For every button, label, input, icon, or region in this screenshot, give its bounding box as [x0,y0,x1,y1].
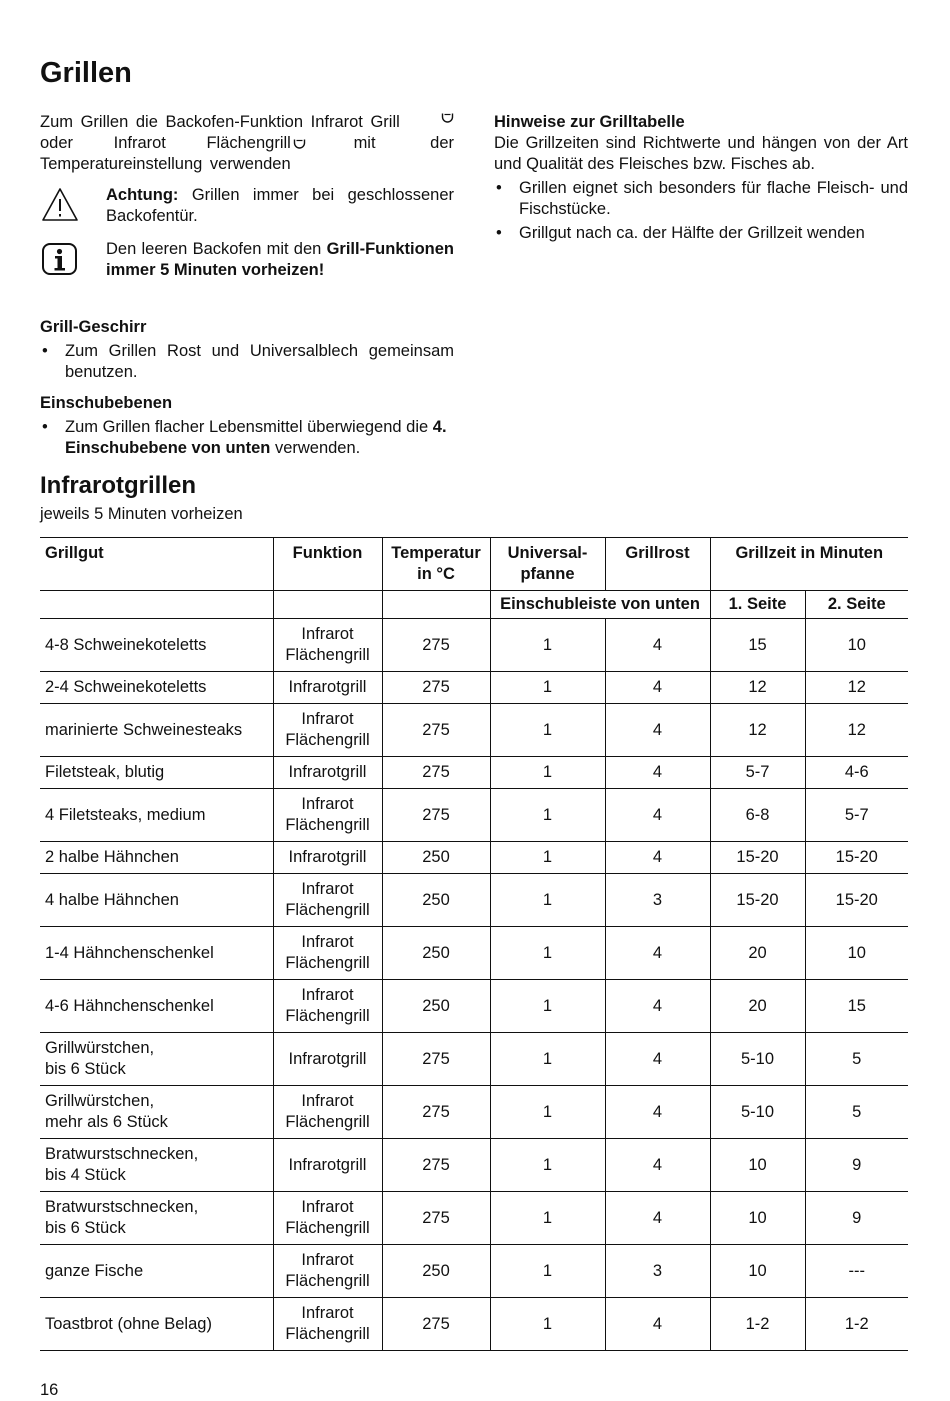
cell-grillrost [605,704,710,757]
cell-seite1-text: 20 [748,943,767,962]
cell-grillgut-text: 4 halbe Hähnchen [45,890,179,909]
cell-seite1-text: 5-10 [740,1049,775,1068]
cell-funktion-text: Flächengrill [285,646,370,664]
cell-funktion-text: Infrarot [301,1092,354,1110]
cell-temperatur [382,704,490,757]
table-header-row [40,538,908,591]
cell-grillgut [40,1298,273,1351]
cell-grillgut-text: Bratwurstschnecken, [45,1198,199,1216]
hinweise-list [494,178,908,244]
cell-universalpfanne-text: 1 [542,848,553,866]
cell-seite2 [805,757,908,789]
cell-seite2-text: 9 [852,1208,862,1227]
table-row [40,842,908,874]
cell-seite1-text: 10 [748,1261,767,1280]
cell-seite1-text: 12 [748,678,767,696]
cell-grillrost [605,672,710,704]
header-temperatur-1: Temperatur [391,544,481,562]
cell-temperatur-text: 275 [422,1314,450,1333]
subheader-empty-1 [40,591,273,619]
left-column [40,112,454,462]
right-column [494,112,908,247]
header-funktion: Funktion [273,538,382,591]
cell-grillrost-text: 4 [652,996,663,1015]
cell-funktion-text: Infrarot [301,625,354,643]
cell-seite2 [805,619,908,672]
cell-funktion-text: Flächengrill [285,954,370,972]
cell-seite1-text: 15 [748,635,767,654]
cell-universalpfanne-text: 1 [542,1208,553,1227]
info-notice [40,239,454,283]
cell-universalpfanne [490,1298,605,1351]
subheader-einschubleiste: Einschubleiste von unten [490,591,710,619]
table-row [40,1192,908,1245]
ebenen-item-tail: verwenden. [270,439,361,457]
cell-seite2-text: 5-7 [844,805,869,824]
intro-line2-wrap [40,133,306,154]
warning-text: Grillen immer bei geschlossener Backofentür. [106,186,454,225]
cell-seite1-text: 5-10 [740,1102,775,1121]
cell-seite1-text: 1-2 [745,1314,770,1333]
cell-temperatur-text: 250 [422,996,450,1015]
table-row [40,927,908,980]
cell-universalpfanne [490,619,605,672]
header-temperatur [382,538,490,591]
cell-universalpfanne [490,842,605,874]
ebenen-heading: Einschubebenen [40,394,173,412]
cell-seite2 [805,672,908,704]
table-row [40,789,908,842]
intro-line2: oder Infrarot Flächengrill [40,134,291,152]
cell-seite1-text: 15-20 [736,848,779,866]
cell-seite2-text: 15-20 [835,848,878,866]
cell-grillgut [40,927,273,980]
cell-seite1 [710,757,805,789]
cell-funktion-text: Flächengrill [285,1325,370,1343]
header-temperatur-2: in °C [417,565,455,583]
cell-seite1-text: 20 [748,996,767,1015]
cell-universalpfanne [490,1033,605,1086]
ebenen-list [40,417,454,459]
cell-universalpfanne [490,1192,605,1245]
cell-universalpfanne [490,704,605,757]
cell-temperatur [382,619,490,672]
ebenen-item [40,417,454,459]
cell-funktion-text: Infrarot [301,1251,354,1269]
cell-grillrost [605,1139,710,1192]
cell-funktion [273,672,382,704]
header-universal-2: pfanne [520,565,575,583]
table-row [40,1139,908,1192]
cell-grillgut-text: bis 4 Stück [45,1166,126,1184]
cell-temperatur [382,1033,490,1086]
infrared-grill-icon [441,112,454,123]
cell-seite2-text: 10 [847,635,866,654]
cell-funktion-text: Flächengrill [285,1219,370,1237]
cell-seite2-text: 15 [847,996,866,1015]
cell-seite2-text: 15-20 [835,890,878,909]
cell-grillrost [605,1086,710,1139]
infrarot-section [40,470,243,525]
table-row [40,1245,908,1298]
cell-seite1-text: 10 [748,1155,767,1174]
cell-temperatur-text: 250 [422,1261,450,1280]
cell-seite2 [805,1139,908,1192]
cell-seite1-text: 15-20 [736,890,779,909]
cell-universalpfanne [490,1245,605,1298]
cell-seite1-text: 10 [748,1208,767,1227]
table-row [40,704,908,757]
cell-funktion-text: Infrarotgrill [288,763,367,781]
cell-seite1 [710,1033,805,1086]
cell-seite1 [710,842,805,874]
cell-seite2 [805,980,908,1033]
cell-temperatur [382,1192,490,1245]
cell-grillrost-text: 4 [652,635,663,654]
cell-universalpfanne-text: 1 [542,1155,553,1174]
cell-seite2-text: 12 [847,678,866,696]
cell-seite2 [805,927,908,980]
surface-grill-icon [293,138,306,149]
cell-grillrost [605,1245,710,1298]
cell-grillgut-text: ganze Fische [45,1261,144,1280]
cell-seite1 [710,619,805,672]
cell-temperatur-text: 275 [422,720,450,739]
cell-funktion-text: Flächengrill [285,731,370,749]
cell-funktion-text: Flächengrill [285,1113,370,1131]
cell-grillgut [40,842,273,874]
cell-seite1 [710,789,805,842]
cell-grillgut [40,1192,273,1245]
cell-temperatur-text: 250 [422,943,450,962]
table-row [40,874,908,927]
cell-seite2-text: 5 [852,1102,862,1121]
cell-universalpfanne-text: 1 [542,763,553,781]
geschirr-heading: Grill-Geschirr [40,318,147,336]
cell-seite1 [710,1086,805,1139]
hinweise-bullet-2: • Grillgut nach ca. der Hälfte der Grillzeit wenden [494,223,908,244]
cell-temperatur [382,842,490,874]
cell-grillgut [40,1245,273,1298]
cell-universalpfanne [490,757,605,789]
cell-temperatur-text: 275 [422,1155,450,1174]
intro-line3: Temperatureinstellung verwenden [40,155,291,173]
cell-grillrost [605,927,710,980]
cell-grillgut-text: 4-6 Hähnchenschenkel [45,996,214,1015]
cell-grillrost [605,789,710,842]
cell-grillrost [605,1298,710,1351]
info-icon [41,241,79,277]
cell-funktion-text: Infrarotgrill [288,678,367,696]
table-row [40,980,908,1033]
cell-universalpfanne [490,980,605,1033]
cell-seite1-text: 12 [748,720,767,739]
header-grillgut: Grillgut [40,538,273,591]
cell-grillrost [605,1192,710,1245]
cell-seite2-text: 9 [852,1155,862,1174]
ebenen-item-text: Zum Grillen flacher Lebensmittel überwiegend die [65,418,433,436]
cell-seite2 [805,704,908,757]
subheader-seite1: 1. Seite [710,591,805,619]
cell-funktion-text: Infrarot [301,880,354,898]
cell-seite1 [710,1192,805,1245]
cell-seite1 [710,980,805,1033]
cell-seite1 [710,874,805,927]
header-universal-1: Universal- [507,544,588,562]
cell-temperatur-text: 275 [422,678,450,696]
cell-funktion [273,980,382,1033]
cell-grillrost-text: 4 [652,848,663,866]
cell-grillgut-text: bis 6 Stück [45,1060,126,1078]
warning-bold: Achtung: [106,186,179,204]
cell-grillrost-text: 4 [652,943,663,962]
cell-universalpfanne-text: 1 [542,890,553,909]
cell-grillrost [605,619,710,672]
hinweise-bullet-1: • Grillen eignet sich besonders für flache Fleisch- und Fischstücke. [494,178,908,220]
header-grillzeit: Grillzeit in Minuten [710,538,908,591]
cell-temperatur [382,672,490,704]
cell-temperatur [382,927,490,980]
cell-grillgut [40,1139,273,1192]
cell-temperatur-text: 275 [422,1208,450,1227]
hinweise-text: Die Grillzeiten sind Richtwerte und hängen von der Art und Qualität des Fleisches bzw. Fisches ab. [494,134,908,173]
cell-grillrost-text: 4 [652,1208,663,1227]
warning-notice [40,185,454,229]
subheader-empty-3 [382,591,490,619]
cell-seite1 [710,1298,805,1351]
cell-grillgut [40,980,273,1033]
cell-funktion [273,789,382,842]
cell-grillrost-text: 3 [652,1261,663,1280]
cell-seite2-text: 12 [847,720,866,739]
cell-grillgut [40,704,273,757]
cell-grillgut-text: 4-8 Schweinekoteletts [45,635,207,654]
cell-funktion-text: Infrarot [301,1198,354,1216]
cell-funktion-text: Infrarotgrill [288,848,367,866]
table-row [40,1086,908,1139]
table-subheader-row [40,591,908,619]
cell-funktion [273,1033,382,1086]
cell-grillrost-text: 4 [652,805,663,824]
cell-universalpfanne [490,1139,605,1192]
cell-seite2 [805,789,908,842]
cell-seite2 [805,1298,908,1351]
cell-grillrost-text: 4 [652,1102,663,1121]
cell-grillgut [40,757,273,789]
cell-funktion-text: Infrarot [301,1304,354,1322]
cell-temperatur [382,1086,490,1139]
cell-seite1 [710,1245,805,1298]
cell-universalpfanne [490,874,605,927]
section-subheading: jeweils 5 Minuten vorheizen [40,505,243,523]
cell-grillgut-text: 2-4 Schweinekoteletts [45,678,207,696]
cell-universalpfanne [490,789,605,842]
cell-funktion [273,1192,382,1245]
cell-universalpfanne-text: 1 [542,996,553,1015]
cell-seite2 [805,1086,908,1139]
cell-funktion-text: Flächengrill [285,1272,370,1290]
cell-funktion [273,927,382,980]
cell-funktion-text: Flächengrill [285,901,370,919]
cell-temperatur [382,757,490,789]
cell-grillgut [40,874,273,927]
cell-temperatur [382,789,490,842]
cell-seite2 [805,874,908,927]
cell-grillgut [40,789,273,842]
cell-seite1 [710,1139,805,1192]
cell-grillrost-text: 3 [652,890,663,909]
cell-universalpfanne [490,672,605,704]
cell-grillgut-text: 2 halbe Hähnchen [45,848,179,866]
cell-universalpfanne [490,927,605,980]
geschirr-list [40,341,454,383]
table-row [40,757,908,789]
cell-grillrost [605,874,710,927]
cell-temperatur [382,874,490,927]
cell-grillrost [605,757,710,789]
cell-seite2-text: 10 [847,943,866,962]
cell-funktion [273,1245,382,1298]
cell-funktion [273,619,382,672]
header-universalpfanne [490,538,605,591]
cell-funktion-text: Infrarot [301,710,354,728]
warning-triangle-icon [41,187,79,223]
cell-seite2-text: --- [848,1261,865,1280]
cell-grillrost-text: 4 [652,720,663,739]
cell-funktion-text: Infrarot [301,795,354,813]
table-row [40,1033,908,1086]
cell-temperatur-text: 275 [422,635,450,654]
cell-grillgut-text: Grillwürstchen, [45,1092,155,1110]
cell-grillgut [40,1086,273,1139]
page-number: 16 [40,1381,59,1399]
cell-funktion-text: Infrarotgrill [288,1049,367,1068]
intro-line1: Zum Grillen die Backofen-Funktion Infrarot Grill [40,113,400,131]
cell-temperatur-text: 250 [422,890,450,909]
subheader-seite2: 2. Seite [805,591,908,619]
cell-grillrost-text: 4 [652,1155,663,1174]
cell-grillgut [40,619,273,672]
cell-funktion [273,1139,382,1192]
cell-grillrost-text: 4 [652,1049,663,1068]
hinweise-heading: Hinweise zur Grilltabelle [494,113,685,131]
cell-universalpfanne-text: 1 [542,1049,553,1068]
cell-seite2 [805,1033,908,1086]
cell-grillrost-text: 4 [652,763,663,781]
cell-grillgut [40,672,273,704]
cell-temperatur-text: 275 [422,1049,450,1068]
cell-funktion [273,842,382,874]
cell-temperatur [382,1245,490,1298]
header-grillrost: Grillrost [605,538,710,591]
cell-funktion [273,874,382,927]
cell-grillgut-text: mehr als 6 Stück [45,1113,168,1131]
cell-grillrost [605,1033,710,1086]
cell-grillgut-text: bis 6 Stück [45,1219,126,1237]
cell-grillgut-text: Grillwürstchen, [45,1039,155,1057]
geschirr-item: • Zum Grillen Rost und Universalblech gemeinsam benutzen. [40,341,454,383]
cell-seite2 [805,1245,908,1298]
grill-table [40,537,908,1351]
cell-temperatur-text: 250 [422,848,450,866]
cell-funktion-text: Infrarot [301,933,354,951]
cell-temperatur-text: 275 [422,1102,450,1121]
intro-line2-tail: mit der [353,134,454,152]
cell-temperatur [382,980,490,1033]
section-heading: Infrarotgrillen [40,472,197,499]
cell-funktion-text: Infrarot [301,986,354,1004]
ebenen-item-bold: 4. Einschubebene von unten [65,418,447,457]
cell-temperatur-text: 275 [422,763,450,781]
cell-grillrost-text: 4 [652,1314,663,1333]
cell-seite1-text: 6-8 [745,805,770,824]
cell-seite2-text: 1-2 [844,1314,869,1333]
cell-temperatur-text: 275 [422,805,450,824]
subheader-empty-2 [273,591,382,619]
cell-grillrost-text: 4 [652,678,663,696]
cell-seite2-text: 4-6 [844,763,869,781]
table-body [40,619,908,1351]
cell-grillgut [40,1033,273,1086]
cell-universalpfanne-text: 1 [542,720,553,739]
info-text: Den leeren Backofen mit den [106,240,327,258]
cell-grillgut-text: 1-4 Hähnchenschenkel [45,943,214,962]
cell-seite2-text: 5 [852,1049,862,1068]
info-bold: Grill-Funktionen immer 5 Minuten vorheizen! [106,240,454,279]
cell-universalpfanne-text: 1 [542,1261,553,1280]
cell-funktion [273,1086,382,1139]
cell-seite2 [805,1192,908,1245]
cell-universalpfanne-text: 1 [542,635,553,654]
page-title: Grillen [40,57,132,89]
cell-universalpfanne-text: 1 [542,805,553,824]
table-row [40,672,908,704]
table-row [40,1298,908,1351]
cell-funktion [273,704,382,757]
cell-funktion-text: Flächengrill [285,816,370,834]
cell-seite1 [710,704,805,757]
cell-seite1 [710,927,805,980]
cell-seite1 [710,672,805,704]
cell-grillgut-text: Bratwurstschnecken, [45,1145,199,1163]
cell-grillrost [605,842,710,874]
cell-universalpfanne-text: 1 [542,943,553,962]
cell-grillgut-text: Toastbrot (ohne Belag) [45,1314,212,1333]
cell-grillgut-text: 4 Filetsteaks, medium [45,805,206,824]
cell-grillgut-text: marinierte Schweinesteaks [45,720,243,739]
cell-universalpfanne-text: 1 [542,678,553,696]
cell-seite1-text: 5-7 [745,763,770,781]
cell-funktion [273,757,382,789]
cell-grillrost [605,980,710,1033]
cell-grillgut-text: Filetsteak, blutig [45,763,165,781]
cell-temperatur [382,1298,490,1351]
cell-universalpfanne-text: 1 [542,1102,553,1121]
cell-seite2 [805,842,908,874]
intro-paragraph [40,112,454,175]
cell-funktion-text: Infrarotgrill [288,1155,367,1174]
cell-funktion [273,1298,382,1351]
table-row [40,619,908,672]
cell-funktion-text: Flächengrill [285,1007,370,1025]
cell-temperatur [382,1139,490,1192]
cell-universalpfanne [490,1086,605,1139]
cell-universalpfanne-text: 1 [542,1314,553,1333]
